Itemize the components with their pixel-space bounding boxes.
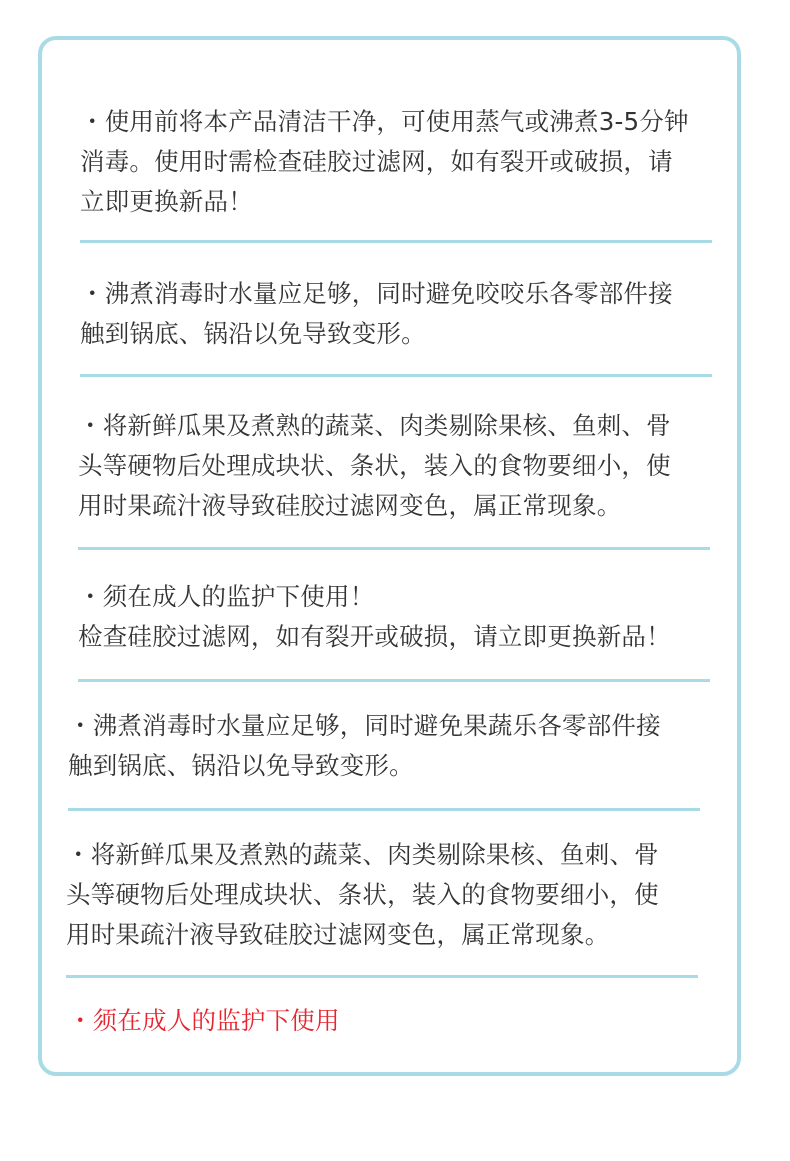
section-divider [78, 547, 710, 550]
warning-line: ・须在成人的监护下使用 [68, 1006, 340, 1035]
section-divider [80, 374, 712, 377]
section-divider [80, 240, 712, 243]
section-divider [68, 808, 700, 811]
note-2 [80, 274, 673, 354]
note-5 [68, 706, 661, 786]
note-line: 检查硅胶过滤网，如有裂开或破损，请立即更换新品！ [78, 622, 671, 651]
note-line: ・须在成人的监护下使用！ [78, 582, 375, 611]
note-line: ・将新鲜瓜果及煮熟的蔬菜、肉类剔除果核、鱼刺、骨 [66, 840, 659, 869]
note-line: 用时果疏汁液导致硅胶过滤网变色，属正常现象。 [78, 491, 622, 520]
note-line: 立即更换新品！ [80, 187, 253, 216]
note-line: 头等硬物后处理成块状、条状，装入的食物要细小，使 [78, 451, 671, 480]
note-3 [78, 406, 671, 526]
note-line: ・沸煮消毒时水量应足够，同时避免咬咬乐各零部件接 [80, 279, 673, 308]
supervision-warning [68, 1001, 340, 1041]
note-line: 消毒。使用时需检查硅胶过滤网，如有裂开或破损，请 [80, 147, 673, 176]
section-divider [78, 679, 710, 682]
note-line: ・使用前将本产品清洁干净，可使用蒸气或沸煮3-5分钟 [80, 107, 689, 136]
note-line: ・将新鲜瓜果及煮熟的蔬菜、肉类剔除果核、鱼刺、骨 [78, 411, 671, 440]
note-4 [78, 577, 671, 657]
note-1 [80, 102, 689, 222]
note-line: 触到锅底、锅沿以免导致变形。 [80, 319, 426, 348]
note-line: 头等硬物后处理成块状、条状，装入的食物要细小，使 [66, 880, 659, 909]
note-line: 触到锅底、锅沿以免导致变形。 [68, 751, 414, 780]
note-6 [66, 835, 659, 955]
note-line: 用时果疏汁液导致硅胶过滤网变色，属正常现象。 [66, 920, 610, 949]
section-divider [66, 975, 698, 978]
note-line: ・沸煮消毒时水量应足够，同时避免果蔬乐各零部件接 [68, 711, 661, 740]
